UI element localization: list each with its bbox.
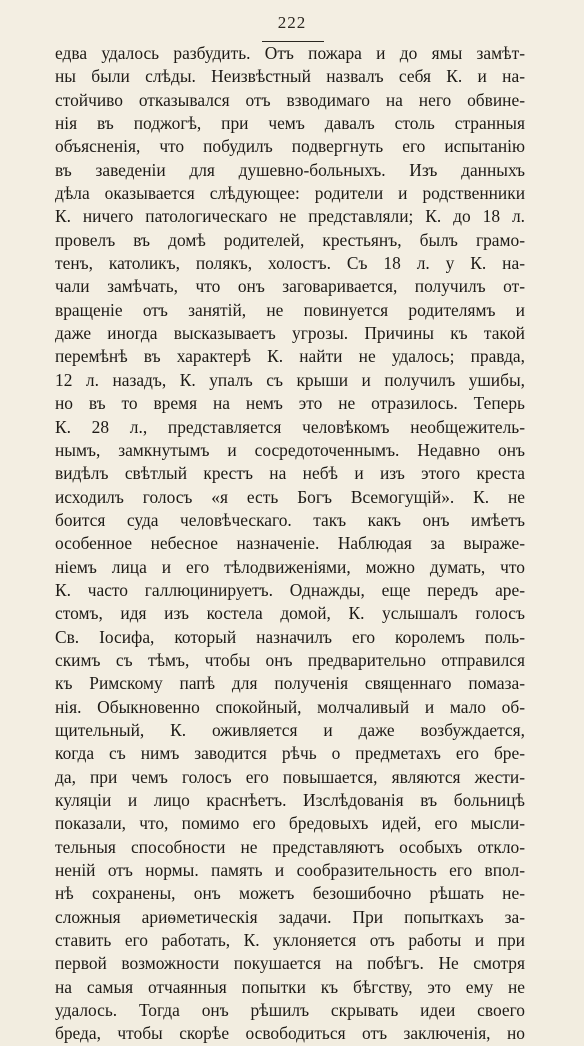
text-line: но въ то время на немъ это не отразилось. Теперь [55,393,525,414]
text-line: дѣла оказывается слѣдующее: родители и родственники [55,183,525,204]
text-line: ставить его работать, К. уклоняется отъ работы и при [55,930,525,951]
text-line: исходилъ голосъ «я есть Богъ Всемогущій». К. не [55,486,525,507]
text-line: особенное небесное назначеніе. Наблюдая за выраже- [55,533,525,554]
text-line: 12 л. назадъ, К. упалъ съ крыши и получилъ ушибы, [55,369,525,390]
text-line: нія въ поджогѣ, при чемъ давалъ столь странныя [55,113,525,134]
text-line: бреда, чтобы скорѣе освободиться отъ заключенія, но [55,1023,525,1044]
text-line: на самыя отчаянныя попытки къ бѣгству, это ему не [55,976,525,997]
text-line: вращеніе отъ занятій, не повинуется родителямъ и [55,299,525,320]
text-line: когда съ нимъ заводится рѣчь о предметахъ его бре- [55,743,525,764]
text-line: К. 28 л., представляется человѣкомъ необщежитель- [55,416,525,437]
text-line: ніемъ лица и его тѣлодвиженіями, можно думать, что [55,556,525,577]
body-text [55,42,525,1046]
text-line: скимъ съ тѣмъ, чтобы онъ предварительно отправился [55,649,525,670]
text-line: ны были слѣды. Неизвѣстный назвалъ себя К. и на- [55,66,525,87]
text-line: показали, что, помимо его бредовыхъ идей, его мысли- [55,813,525,834]
text-line: видѣлъ свѣтлый крестъ на небѣ и изъ этого креста [55,463,525,484]
text-line: удалось. Тогда онъ рѣшилъ скрывать идеи своего [55,1000,525,1021]
text-line: тельныя способности не представляютъ особыхъ откло- [55,836,525,857]
text-line: боится суда человѣческаго. такъ какъ онъ имѣетъ [55,509,525,530]
text-line: объясненія, что побудилъ подвергнуть его испытанію [55,136,525,157]
text-line: сложныя ариѳметическія задачи. При попыткахъ за- [55,906,525,927]
text-line: тенъ, католикъ, полякъ, холостъ. Съ 18 л. у К. на- [55,253,525,274]
text-line: стойчиво отказывался отъ взводимаго на него обвине- [55,89,525,110]
text-line: перемѣнѣ въ характерѣ К. найти не удалось; правда, [55,346,525,367]
page-number: 222 [277,13,307,32]
text-line: даже иногда высказываетъ угрозы. Причины къ такой [55,323,525,344]
text-line: нія. Обыкновенно спокойный, молчаливый и мало об- [55,696,525,717]
text-line: щительный, К. оживляется и даже возбуждается, [55,719,525,740]
text-line: нѣ сохранены, онъ можетъ безошибочно рѣшать не- [55,883,525,904]
text-line: нымъ, замкнутымъ и сосредоточеннымъ. Недавно онъ [55,439,525,460]
text-line: неній отъ нормы. память и сообразительность его впол- [55,860,525,881]
text-line: стомъ, идя изъ костела домой, К. услышалъ голосъ [55,603,525,624]
text-line: куляціи и лицо краснѣетъ. Изслѣдованія въ больницѣ [55,790,525,810]
text-line: едва удалось разбудить. Отъ пожара и до ямы замѣт- [55,43,525,63]
text-line: К. часто галлюцинируетъ. Однажды, еще передъ аре- [55,579,525,600]
text-line: провелъ въ домѣ родителей, крестьянъ, былъ грамо- [55,229,525,250]
text-line: Св. Іосифа, который назначилъ его королемъ поль- [55,626,525,647]
text-line: въ заведеніи для душевно-больныхъ. Изъ данныхъ [55,159,525,180]
text-line: чали замѣчать, что онъ заговаривается, получилъ от- [55,276,525,297]
text-line: первой возможности покушается на побѣгъ. Не смотря [55,953,525,974]
text-line: да, при чемъ голосъ его повышается, являются жести- [55,766,525,787]
text-line: К. ничего патологическаго не представляли; К. до 18 л. [55,206,525,227]
text-line: къ Римскому папѣ для полученія священнаго помаза- [55,673,525,694]
